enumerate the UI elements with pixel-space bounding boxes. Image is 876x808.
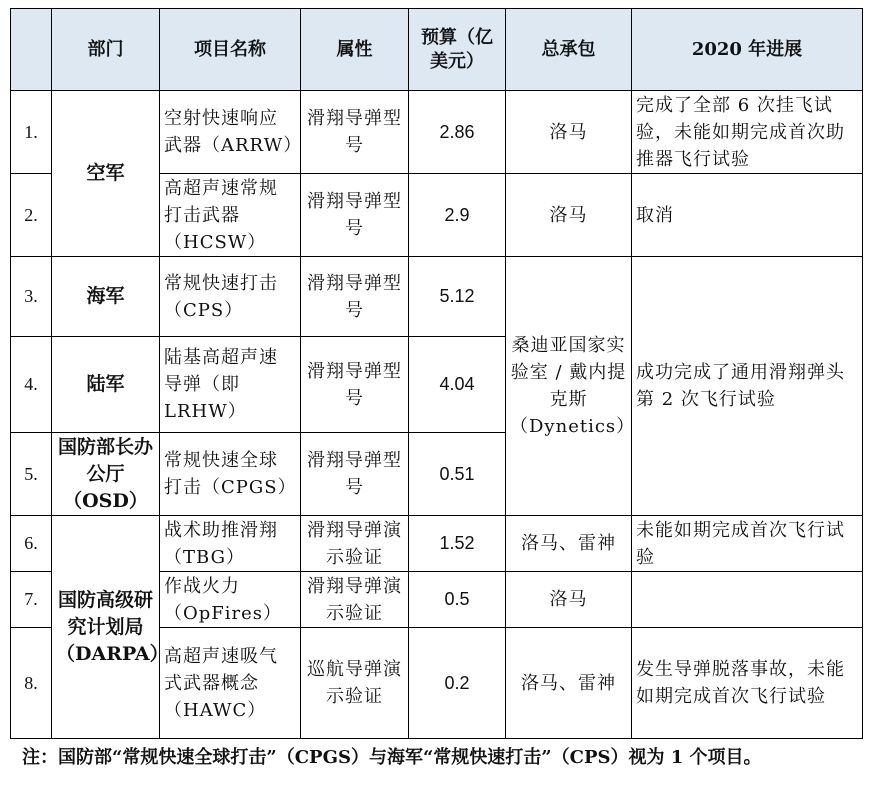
row-index: 5. — [11, 433, 52, 516]
project-attribute: 滑翔导弹型号 — [301, 91, 409, 174]
project-attribute: 滑翔导弹型号 — [301, 337, 409, 433]
header-contractor: 总承包 — [506, 9, 632, 91]
project-contractor: 洛马 — [506, 174, 632, 257]
header-department: 部门 — [52, 9, 160, 91]
project-attribute: 巡航导弹演示验证 — [301, 628, 409, 739]
row-index: 7. — [11, 572, 52, 628]
project-budget: 0.5 — [409, 572, 506, 628]
header-budget: 预算（亿美元） — [409, 9, 506, 91]
department-cell: 国防部长办公厅（OSD） — [52, 433, 160, 516]
table-row — [11, 516, 863, 572]
header-project-name: 项目名称 — [160, 9, 301, 91]
program-table — [10, 8, 863, 739]
merged-progress: 成功完成了通用滑翔弹头第 2 次飞行试验 — [632, 257, 863, 516]
project-budget: 2.86 — [409, 91, 506, 174]
row-index: 3. — [11, 257, 52, 337]
project-budget: 0.51 — [409, 433, 506, 516]
project-budget: 5.12 — [409, 257, 506, 337]
header-progress: 2020 年进展 — [632, 9, 863, 91]
project-contractor: 洛马 — [506, 572, 632, 628]
project-progress: 取消 — [632, 174, 863, 257]
header-index — [11, 9, 52, 91]
project-name: 作战火力（OpFires） — [160, 572, 301, 628]
project-budget: 1.52 — [409, 516, 506, 572]
project-progress — [632, 572, 863, 628]
header-attribute: 属性 — [301, 9, 409, 91]
department-cell: 空军 — [52, 91, 160, 257]
row-index: 6. — [11, 516, 52, 572]
row-index: 2. — [11, 174, 52, 257]
project-contractor: 洛马、雷神 — [506, 516, 632, 572]
project-name: 高超声速常规打击武器（HCSW） — [160, 174, 301, 257]
project-name: 高超声速吸气式武器概念（HAWC） — [160, 628, 301, 739]
project-progress: 完成了全部 6 次挂飞试验，未能如期完成首次助推器飞行试验 — [632, 91, 863, 174]
project-contractor: 洛马 — [506, 91, 632, 174]
header-row — [11, 9, 863, 91]
project-name: 常规快速全球打击（CPGS） — [160, 433, 301, 516]
row-index: 8. — [11, 628, 52, 739]
project-name: 战术助推滑翔（TBG） — [160, 516, 301, 572]
table-row — [11, 91, 863, 174]
project-progress: 未能如期完成首次飞行试验 — [632, 516, 863, 572]
table-row — [11, 257, 863, 337]
department-cell: 陆军 — [52, 337, 160, 433]
project-contractor: 洛马、雷神 — [506, 628, 632, 739]
project-attribute: 滑翔导弹型号 — [301, 257, 409, 337]
project-name: 陆基高超声速导弹（即 LRHW） — [160, 337, 301, 433]
row-index: 4. — [11, 337, 52, 433]
project-budget: 4.04 — [409, 337, 506, 433]
department-cell: 国防高级研究计划局（DARPA） — [52, 516, 160, 739]
project-budget: 0.2 — [409, 628, 506, 739]
project-attribute: 滑翔导弹型号 — [301, 433, 409, 516]
department-cell: 海军 — [52, 257, 160, 337]
project-name: 常规快速打击（CPS） — [160, 257, 301, 337]
project-budget: 2.9 — [409, 174, 506, 257]
row-index: 1. — [11, 91, 52, 174]
merged-contractor: 桑迪亚国家实验室 / 戴内提克斯（Dynetics） — [506, 257, 632, 516]
project-attribute: 滑翔导弹型号 — [301, 174, 409, 257]
project-progress: 发生导弹脱落事故，未能如期完成首次飞行试验 — [632, 628, 863, 739]
table-note: 注：国防部“常规快速全球打击”（CPGS）与海军“常规快速打击”（CPS）视为 1 个项目。 — [22, 747, 762, 768]
project-attribute: 滑翔导弹演示验证 — [301, 572, 409, 628]
project-attribute: 滑翔导弹演示验证 — [301, 516, 409, 572]
project-name: 空射快速响应武器（ARRW） — [160, 91, 301, 174]
